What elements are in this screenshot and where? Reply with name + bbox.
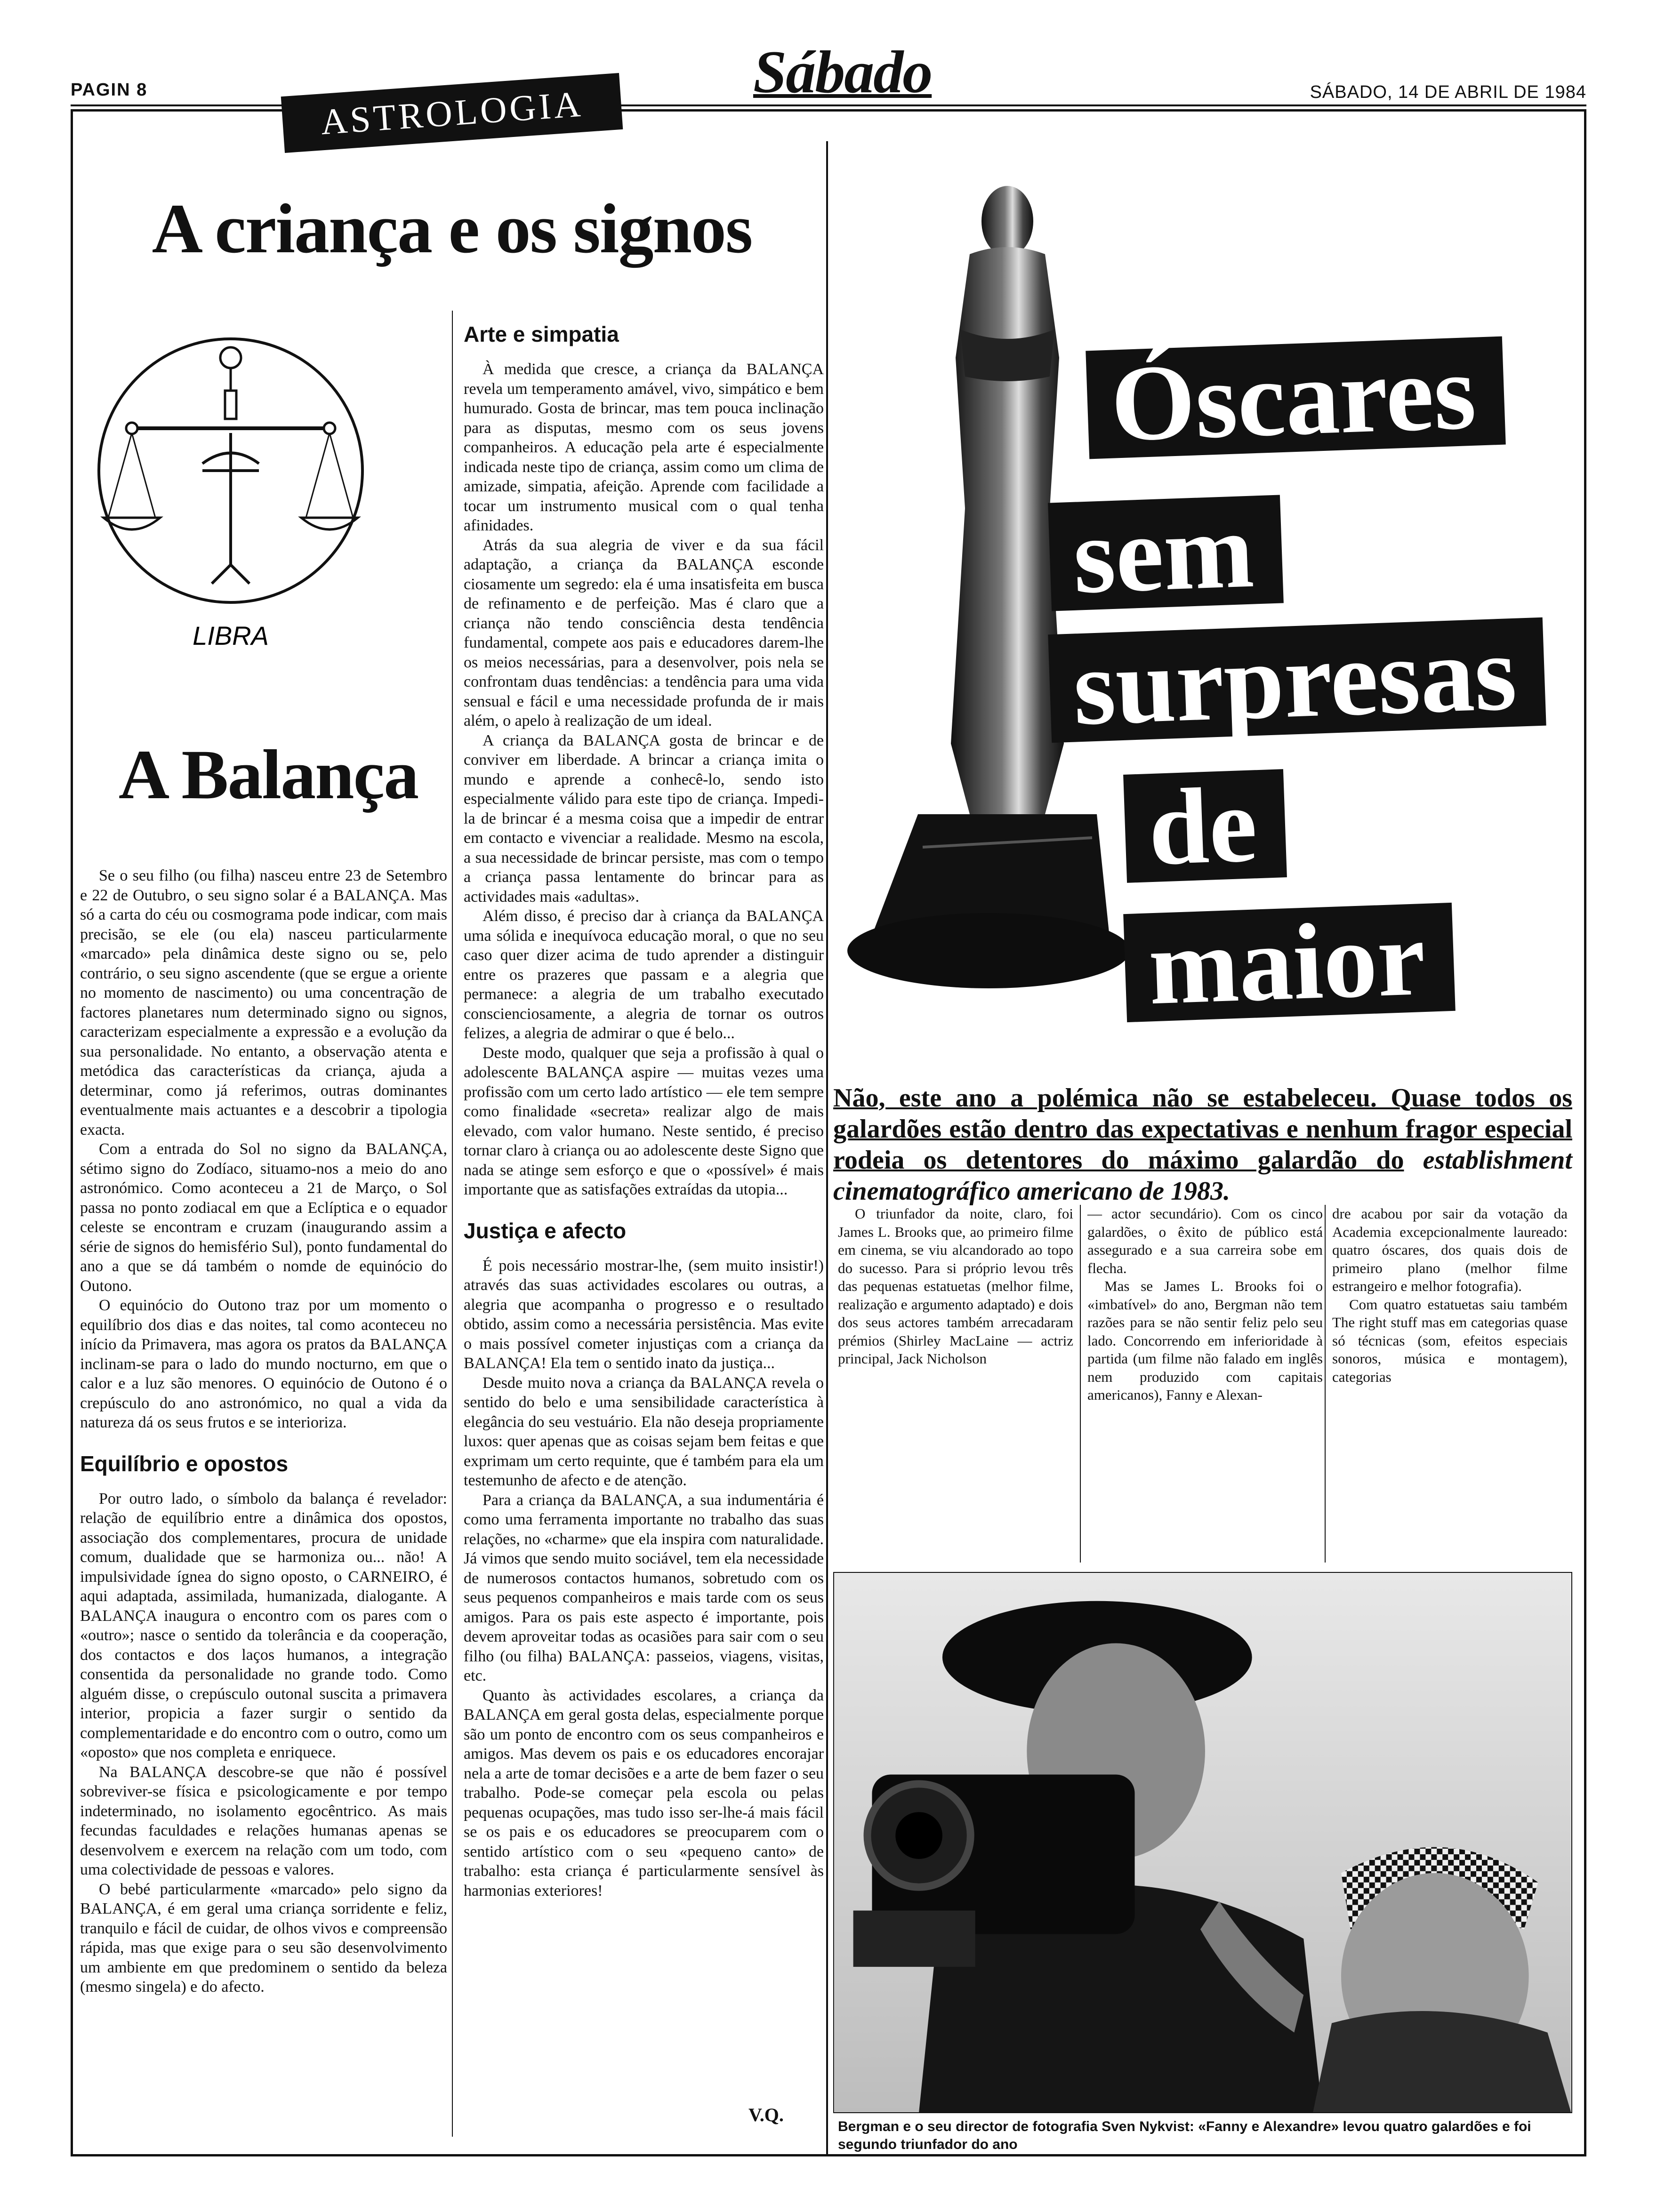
paragraph: Deste modo, qualquer que seja a profissão à qual o adolescente BALANÇA aspire — muitas vezes uma profissão com um certo lado artístico — ele tem sempre como finalidade «secreta» realizar algo de mais elevado, com valor humano. Neste sentido, é preciso tornar claro à criança ou ao adolescente deste Signo que nada se atinge sem esforço e que o «possível» é mais importante que as satisfações extraídas da utopia...: [464, 1044, 824, 1198]
paragraph: A criança da BALANÇA gosta de brincar e de conviver em liberdade. A brincar a criança imita o mundo e aprende a conhecê-lo, sendo isto especialmente válido para este tipo de criança. Impedi-la de brincar é a mesma coisa que a impedir de entrar em contacto e vivenciar a realidade. Mesmo na escola, a sua necessidade de brincar persiste, mas com o tempo a criança passa lentamente do brincar para as actividades mais «adultas».: [464, 731, 824, 906]
column-rule: [452, 311, 453, 2137]
paragraph: Quanto às actividades escolares, a criança da BALANÇA em geral gosta delas, especialmente porque são um ponto de encontro com os seus companheiros e amigos. Mas devem os pais e os educadores encorajar nela a arte de tomar decisões e a arte de bem fazer o seu trabalho. Pode-se começar pela escola ou pelas pequenas ocupações, mas tudo isso ser-lhe-á mais fácil se os pais e os educadores se preocuparem com o sentido artístico com o seu «pequeno canto» de trabalho: esta criança é particularmente sensível às harmonias exteriores!: [464, 1686, 824, 1899]
standfirst-plain: establishment cinematográfico americano de 1983.: [833, 1146, 1572, 1206]
paragraph: O equinócio do Outono traz por um momento o equilíbrio dos dias e das noites, tal como aconteceu no início da Primavera, mas agora os pratos da BALANÇA inclinam-se para o lado do mundo nocturno, em que o calor e a luz são menores. O equinócio de Outono é o crepúsculo do ano astronómico, no qual a vida da natureza dá os seus frutos e se interioriza.: [80, 1297, 447, 1431]
paragraph: Com quatro estatuetas saiu também The right stuff mas em categorias quase só técnicas (som, efeitos especiais sonoros, música e montagem), categorias: [1332, 1296, 1568, 1385]
headline-line-4: de: [1123, 769, 1287, 883]
oscar-column-3: [1332, 1205, 1568, 1386]
newspaper-logo: Sábado: [753, 39, 932, 105]
libra-scales-illustration: [94, 320, 367, 687]
subheading-arte: Arte e simpatia: [464, 322, 619, 346]
paragraph: Desde muito nova a criança da BALANÇA revela o sentido do belo e uma sensibilidade característica à elegância do seu vestuário. Ela não deseja propriamente luxos: quer apenas que as coisas sejam bem feitas e que exprimam um certo requinte, que é também para ela um testemunho de afecto e de atenção.: [464, 1374, 824, 1489]
paragraph: Por outro lado, o símbolo da balança é revelador: relação de equilíbrio entre a dinâmica dos opostos, associação dos complementares, procura de unidade comum, dualidade que se harmoniza ou... não! A impulsividade ígnea do signo oposto, o CARNEIRO, é aqui adaptada, assimilada, humanizada, dialogante. A BALANÇA inaugura o encontro com os pares com o «outro»; nasce o sentido da tolerância e da cooperação, dos contactos e dos laços humanos, a integração consentida da personalidade no grande todo. Como alguém disse, o crepúsculo outonal suscita a primavera interior, propicia a fazer surgir o sentido da complementaridade e do encontro com o outro, como um «oposto» que nos completa e enriquece.: [80, 1490, 447, 1761]
paragraph: Além disso, é preciso dar à criança da BALANÇA uma sólida e inequívoca educação moral, o que no seu caso quer dizer acima de tudo aprender a distinguir entre os prazeres que passam e a alegria que permanece: a alegria de um trabalho executado conscienciosamente, a alegria de tornar os outros felizes, a alegria de admirar o que é belo...: [464, 907, 824, 1042]
paragraph: Com a entrada do Sol no signo da BALANÇA, sétimo signo do Zodíaco, situamo-nos a meio do ano astronómico. Como aconteceu a 21 de Março, o Sol passa no ponto zodiacal em que a Eclíptica e o equador celeste se encontram e cruzam (inaugurando assim a série de signos do hemisfério Sul), ponto fundamental do ano a que se dá também o nomde de equinócio do Outono.: [80, 1140, 447, 1295]
column-rule: [1080, 1205, 1081, 1563]
paragraph: dre acabou por sair da votação da Academia excepcionalmente laureado: quatro óscares, dos quais dois de primeiro plano (melhor filme estrangeiro e melhor fotografia).: [1332, 1205, 1568, 1294]
paragraph: Atrás da sua alegria de viver e da sua fácil adaptação, a criança da BALANÇA esconde ciosamente um segredo: ela é uma insatisfeita em busca de refinamento e de perfeição. Mas é claro que a criança não tendo consciência desta tendência fundamental, compete aos pais e educadores darem-lhe os meios necessárias, para a desenvolver, pois nela se confrontam duas tendências: a tendência para uma vida sensual e fácil e uma necessidade profunda de ir mais além, o apelo à realização de um ideal.: [464, 536, 824, 729]
headline-line-2: sem: [1048, 495, 1284, 611]
issue-date: SÁBADO, 14 DE ABRIL DE 1984: [1310, 82, 1586, 102]
paragraph: O bebé particularmente «marcado» pelo signo da BALANÇA, é em geral uma criança sorridente e feliz, tranquilo e fácil de cuidar, de olhos vivos e compreensão rápida, mas que exige para o seu são desenvolvimento um ambiente em que predominem o sentido da beleza (mesmo singela) e do afecto.: [80, 1880, 447, 1996]
bergman-nykvist-photo: [833, 1572, 1572, 2113]
section-tag: ASTROLOGIA: [281, 73, 623, 153]
libra-label: LIBRA: [193, 621, 269, 650]
paragraph: Mas se James L. Brooks foi o «imbatível» do ano, Bergman não tem razões para se não sentir feliz pelo seu lado. Concorrendo em inferioridade à partida (um filme não falado em inglês nem produzido com capitais americanos), Fanny e Alexan-: [1087, 1278, 1323, 1403]
paragraph: — actor secundário). Com os cinco galardões, o êxito de público está assegurado e a sua carreira sobe em flecha.: [1087, 1205, 1323, 1276]
author-signature: V.Q.: [748, 2104, 784, 2125]
middle-column: [464, 320, 824, 1900]
headline-line-5: maior: [1123, 903, 1455, 1022]
standfirst: [833, 1082, 1572, 1207]
standfirst-underlined: Não, este ano a polémica não se estabeleceu. Quase todos os galardões estão dentro das expectativas e nenhum fragor especial rodeia os detentores do máximo galardão do: [833, 1083, 1572, 1175]
left-column: [80, 866, 447, 1997]
photo-caption: Bergman e o seu director de fotografia Sven Nykvist: «Fanny e Alexandre» levou quatro galardões e foi segundo triunfador do ano: [838, 2119, 1531, 2152]
column-rule: [1325, 1205, 1326, 1563]
oscar-column-2: [1087, 1205, 1323, 1404]
article-subtitle: A Balança: [118, 736, 418, 814]
oscar-column-1: [838, 1205, 1073, 1368]
paragraph: À medida que cresce, a criança da BALANÇA revela um temperamento amável, vivo, simpático e bem humurado. Gosta de brincar, mas tem pouca inclinação para as disputas, mesmo com os seus jovens companheiros. A educação pela arte é especialmente indicada neste tipo de criança, assim como um clima de amizade, simpatia, afeição. Aprende com facilidade a tocar um instrumento musical com o qual tenha afinidades.: [464, 361, 824, 534]
paragraph: O triunfador da noite, claro, foi James L. Brooks que, ao primeiro filme em cinema, se viu alcandorado ao topo do sucesso. Para si próprio levou três das pequenas estatuetas (melhor filme, realização e argumento adaptado) e dois dos seus actores também arrecadaram prémios (Shirley MacLaine — actriz principal, Jack Nicholson: [838, 1205, 1073, 1367]
subheading-justica: Justiça e afecto: [464, 1218, 627, 1243]
page-number: PAGIN 8: [71, 80, 148, 100]
article-divider: [826, 141, 828, 2156]
paragraph: Se o seu filho (ou filha) nasceu entre 23 de Setembro e 22 de Outubro, o seu signo solar é a BALANÇA. Mas só a carta do céu ou cosmograma pode indicar, com mais precisão, se ele (ou ela) nasceu particularmente «marcado» pela dinâmica deste signo ou se, pelo contrário, o seu signo ascendente (que se ergue a oriente no momento de nascimento) ou uma concentração de factores planetares num determinado signo ou signos, caracterizam especialmente a expressão e a evolução da sua personalidade. No entanto, a observação atenta e metódica das características da criança, ajuda a determinar, como já referimos, outras dominantes eventualmente mais actuantes e a descobrir a tipologia exacta.: [80, 867, 447, 1138]
headline-line-3: surpresas: [1048, 617, 1546, 743]
subheading-equilibrio: Equilíbrio e opostos: [80, 1451, 289, 1476]
paragraph: Na BALANÇA descobre-se que não é possível sobreviver-se física e psicologicamente e por tempo indeterminado, no isolamento egocêntrico. As mais fecundas faculdades e relações humanas apenas se desenvolvem e exercem na relação com um todo, com uma colectividade de pessoas e valores.: [80, 1763, 447, 1878]
paragraph: É pois necessário mostrar-lhe, (sem muito insistir!) através das suas actividades escolares ou outras, a alegria que acompanha o progresso e o resultado obtido, assim como a necessária persistência. Mas evite o mais possível cometer injustiças com a criança da BALANÇA! Ela tem o sentido inato da justiça...: [464, 1257, 824, 1372]
paragraph: Para a criança da BALANÇA, a sua indumentária é como uma ferramenta importante no trabalho das suas relações, no «charme» que ela inspira com naturalidade. Já vimos que sendo muito sociável, tem ela necessidade de numerosos contactos humanos, sobretudo com os seus pequenos companheiros e mais tarde com os seus amigos. Para os pais este aspecto é importante, pois devem aproveitar todas as ocasiões para sair com o seu filho (ou filha) BALANÇA: passeios, viagens, visitas, etc.: [464, 1491, 824, 1684]
article-title: A criança e os signos: [152, 190, 752, 268]
headline-line-1: Óscares: [1086, 337, 1506, 459]
